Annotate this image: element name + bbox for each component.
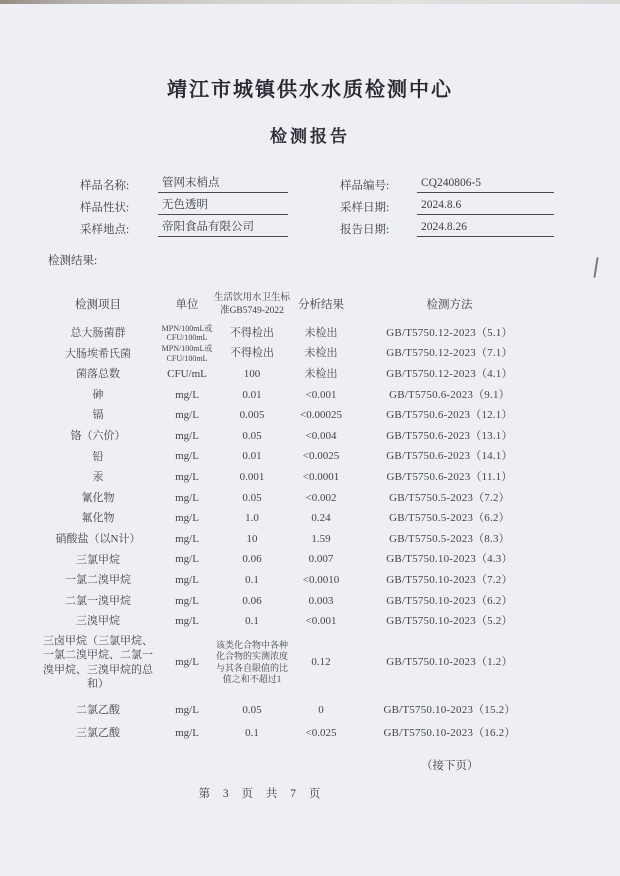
cell-unit: mg/L — [175, 703, 199, 716]
cell-unit: mg/L — [175, 553, 199, 566]
report-date-value: 2024.8.26 — [417, 220, 554, 237]
cell-item: 一氯二溴甲烷 — [65, 574, 131, 587]
cell-result: <0.001 — [305, 388, 337, 401]
cell-unit: mg/L — [175, 450, 199, 463]
sampling-site-label: 采样地点: — [80, 224, 130, 236]
cell-result: <0.0010 — [302, 573, 340, 586]
cell-unit: mg/L — [175, 512, 199, 525]
header-method: 检测方法 — [426, 298, 473, 311]
cell-item: 氟化物 — [81, 512, 115, 525]
cell-method: GB/T5750.12-2023（7.1） — [386, 347, 513, 360]
cell-standard: 0.05 — [242, 491, 262, 504]
cell-unit: mg/L — [175, 532, 199, 545]
sample-info-row — [0, 193, 620, 215]
table-row — [36, 467, 620, 488]
table-row — [36, 529, 620, 550]
cell-standard: 0.1 — [245, 726, 259, 739]
cell-unit: mg/L — [175, 429, 199, 442]
cell-item: 砷 — [92, 388, 104, 401]
cell-method: GB/T5750.6-2023（13.1） — [386, 429, 513, 442]
sample-info-row — [0, 215, 620, 237]
cell-standard: 0.001 — [239, 470, 265, 483]
table-row — [36, 405, 620, 426]
cell-result: <0.0025 — [302, 450, 340, 463]
results-section-label: 检测结果: — [48, 255, 98, 267]
cell-unit: mg/L — [175, 615, 199, 628]
cell-method: GB/T5750.6-2023（9.1） — [389, 388, 510, 401]
cell-standard: 0.1 — [245, 573, 259, 586]
results-tbody — [36, 323, 620, 745]
cell-unit: mg/L — [175, 573, 199, 586]
cell-item: 总大肠菌群 — [70, 327, 126, 340]
table-header-row — [36, 287, 620, 323]
cell-item: 二氯乙酸 — [76, 704, 120, 717]
header-result: 分析结果 — [298, 298, 344, 311]
cell-method: GB/T5750.6-2023（14.1） — [386, 450, 513, 463]
table-row — [36, 550, 620, 571]
table-row — [36, 570, 620, 591]
cell-result: 0.24 — [311, 512, 331, 525]
cell-standard: 100 — [243, 367, 261, 380]
cell-result: 0.12 — [311, 656, 331, 669]
cell-method: GB/T5750.5-2023（6.2） — [389, 512, 510, 525]
sample-info-block — [0, 171, 620, 237]
cell-method: GB/T5750.6-2023（11.1） — [386, 470, 513, 483]
report-date-label: 报告日期: — [340, 224, 390, 236]
cell-result: 1.59 — [311, 532, 331, 545]
cell-unit: mg/L — [175, 594, 199, 607]
sampling-site-value: 帝阳食品有限公司 — [158, 220, 288, 237]
cell-standard: 0.01 — [242, 388, 262, 401]
cell-standard: 不得检出 — [230, 347, 274, 360]
cell-standard: 不得检出 — [230, 326, 274, 339]
sampling-date-label: 采样日期: — [340, 202, 390, 214]
cell-item: 三氯甲烷 — [76, 553, 120, 566]
sample-info-row — [0, 171, 620, 193]
cell-method: GB/T5750.10-2023（4.3） — [386, 553, 513, 566]
cell-method: GB/T5750.10-2023（5.2） — [386, 615, 513, 628]
sample-number-value: CQ240806-5 — [417, 176, 554, 193]
cell-unit: mg/L — [175, 726, 199, 739]
table-row — [36, 488, 620, 509]
table-row — [36, 364, 620, 385]
cell-unit: CFU/mL — [167, 367, 207, 380]
sample-name-value: 管网末梢点 — [158, 176, 288, 193]
cell-item: 三氯乙酸 — [76, 727, 120, 740]
cell-item: 二氯一溴甲烷 — [65, 594, 131, 607]
sample-number-label: 样品编号: — [340, 180, 390, 192]
cell-item: 大肠埃希氏菌 — [65, 347, 131, 360]
cell-item: 铬（六价） — [70, 430, 126, 443]
cell-standard: 0.06 — [242, 594, 262, 607]
cell-standard: 0.05 — [242, 703, 262, 716]
table-row — [36, 426, 620, 447]
scan-edge-artifact — [0, 0, 620, 4]
cell-method: GB/T5750.10-2023（15.2） — [383, 703, 516, 716]
cell-standard: 10 — [246, 532, 258, 545]
cell-method: GB/T5750.5-2023（7.2） — [389, 491, 510, 504]
cell-method: GB/T5750.12-2023（4.1） — [386, 367, 513, 380]
header-item: 检测项目 — [75, 298, 121, 311]
sampling-date-value: 2024.8.6 — [417, 198, 554, 215]
cell-standard: 该类化合物中各种化合物的实测浓度与其各自限值的比值之和不超过1 — [215, 639, 288, 685]
cell-result: <0.001 — [305, 615, 337, 628]
cell-unit: MPN/100mL或CFU/100mL — [161, 344, 213, 363]
cell-standard: 0.1 — [245, 615, 259, 628]
cell-result: 未检出 — [304, 367, 338, 380]
cell-item: 三卤甲烷（三氯甲烷、一氯二溴甲烷、二氯一溴甲烷、三溴甲烷的总和） — [43, 634, 153, 691]
cell-standard: 0.06 — [242, 553, 262, 566]
table-row — [36, 508, 620, 529]
cell-method: GB/T5750.12-2023（5.1） — [386, 326, 513, 339]
cell-standard: 0.05 — [242, 429, 262, 442]
cell-unit: mg/L — [175, 656, 199, 669]
cell-result: 0.003 — [308, 594, 334, 607]
sample-character-label: 样品性状: — [80, 202, 130, 214]
cell-method: GB/T5750.10-2023（7.2） — [386, 573, 513, 586]
table-row — [36, 611, 620, 632]
cell-method: GB/T5750.10-2023（16.2） — [383, 726, 516, 739]
table-row — [36, 385, 620, 406]
cell-standard: 0.005 — [239, 409, 265, 422]
cell-item: 菌落总数 — [76, 368, 120, 381]
cell-item: 硝酸盐（以N计） — [55, 532, 141, 545]
cell-result: <0.0001 — [302, 470, 340, 483]
table-row — [36, 632, 620, 694]
table-row — [36, 591, 620, 612]
page-number: 第 3 页 共 7 页 — [198, 787, 326, 800]
table-row — [36, 344, 620, 365]
table-row — [36, 323, 620, 344]
cell-result: <0.002 — [305, 491, 337, 504]
cell-item: 铅 — [92, 450, 104, 463]
table-row — [36, 699, 620, 722]
header-unit: 单位 — [175, 298, 199, 311]
cell-method: GB/T5750.6-2023（12.1） — [386, 409, 513, 422]
cell-method: GB/T5750.10-2023（6.2） — [386, 594, 513, 607]
cell-result: 未检出 — [304, 326, 338, 339]
cell-result: <0.00025 — [300, 409, 342, 422]
cell-result: 未检出 — [304, 347, 338, 360]
cell-unit: mg/L — [175, 409, 199, 422]
header-standard: 生活饮用水卫生标准GB5749-2022 — [214, 293, 291, 316]
cell-result: <0.025 — [305, 726, 337, 739]
cell-standard: 0.01 — [242, 450, 262, 463]
cell-unit: mg/L — [175, 470, 199, 483]
cell-item: 汞 — [92, 471, 104, 484]
report-subtitle: 检测报告 — [270, 127, 350, 146]
cell-result: 0 — [318, 703, 324, 716]
cell-standard: 1.0 — [245, 512, 259, 525]
sample-character-value: 无色透明 — [158, 198, 288, 215]
table-row — [36, 447, 620, 468]
table-row — [36, 722, 620, 745]
sample-name-label: 样品名称: — [80, 180, 130, 192]
cell-method: GB/T5750.5-2023（8.3） — [389, 532, 510, 545]
cell-method: GB/T5750.10-2023（1.2） — [386, 656, 513, 669]
cell-unit: mg/L — [175, 491, 199, 504]
page-title: 靖江市城镇供水水质检测中心 — [167, 79, 453, 101]
cell-item: 镉 — [92, 409, 104, 422]
cell-result: <0.004 — [305, 429, 337, 442]
cell-item: 三溴甲烷 — [76, 615, 120, 628]
cell-unit: mg/L — [175, 388, 199, 401]
cell-unit: MPN/100mL或CFU/100mL — [161, 323, 213, 343]
cell-result: 0.007 — [308, 553, 334, 566]
results-table — [36, 287, 620, 745]
cell-item: 氰化物 — [81, 491, 115, 504]
continued-note: （接下页） — [421, 759, 479, 772]
